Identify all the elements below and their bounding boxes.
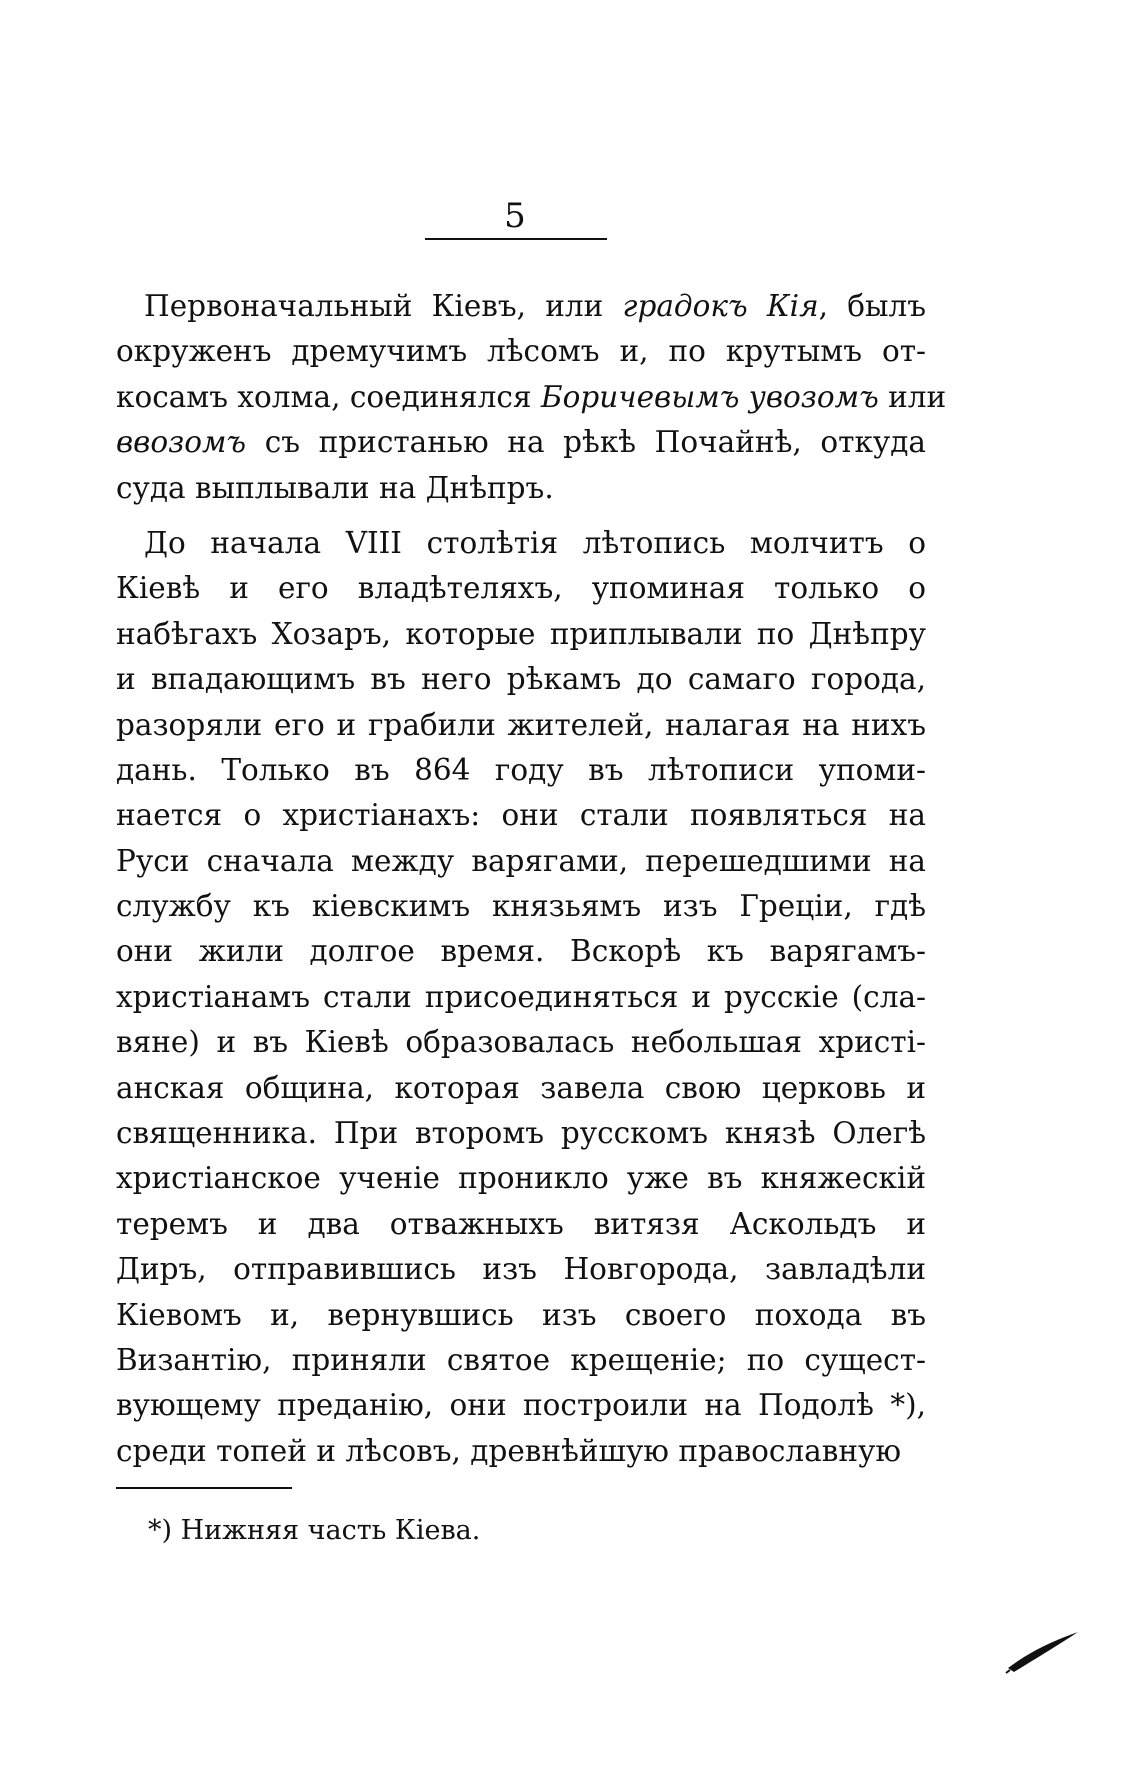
text-segment: окруженъ дремучимъ лѣсомъ и, по крутымъ от- — [116, 334, 926, 369]
text-segment: Кіевѣ и его владѣтеляхъ, упоминая только о — [116, 571, 926, 606]
text-segment: среди топей и лѣсовъ, древнѣйшую православную — [116, 1433, 902, 1468]
text-segment: Диръ, отправившись изъ Новгорода, завладѣли — [116, 1252, 926, 1287]
paragraph-gap — [116, 511, 926, 521]
text-line — [116, 884, 926, 929]
text-line — [116, 1202, 926, 1247]
text-line — [116, 1338, 926, 1383]
text-line — [116, 975, 926, 1020]
text-segment: разоряли его и грабили жителей, налагая на нихъ — [116, 707, 926, 742]
text-line — [116, 1020, 926, 1065]
text-line — [116, 657, 926, 702]
text-line — [116, 284, 926, 329]
text-segment: они жили долгое время. Вскорѣ къ варягамъ- — [116, 934, 926, 969]
text-segment: анская община, которая завела свою церковь и — [116, 1070, 926, 1105]
text-segment: теремъ и два отважныхъ витязя Аскольдъ и — [116, 1206, 926, 1241]
text-segment: До начала VIII столѣтія лѣтопись молчитъ о — [144, 525, 926, 560]
text-segment: христіанское ученіе проникло уже въ княжескій — [116, 1161, 926, 1196]
text-line — [116, 1156, 926, 1201]
text-segment: дань. Только въ 864 году въ лѣтописи упоми- — [116, 752, 926, 787]
footnote-rule — [116, 1487, 292, 1489]
text-line — [116, 703, 926, 748]
italic-phrase: ввозомъ — [116, 425, 247, 460]
text-segment: Первоначальный Кіевъ, или — [144, 289, 623, 323]
text-segment: вяне) и въ Кіевѣ образовалась небольшая христі- — [116, 1025, 926, 1060]
text-segment: священника. При второмъ русскомъ князѣ Олегѣ — [116, 1116, 926, 1151]
text-line — [116, 612, 926, 657]
text-segment: суда выплывали на Днѣпръ. — [116, 470, 554, 505]
text-line — [116, 1066, 926, 1111]
text-line — [116, 329, 926, 374]
page-number: 5 — [504, 196, 526, 236]
text-line — [116, 566, 926, 611]
text-line — [116, 929, 926, 974]
text-segment: и впадающимъ въ него рѣкамъ до самаго города, — [116, 662, 926, 697]
text-line — [116, 420, 926, 465]
text-line — [116, 1383, 926, 1428]
text-line — [116, 793, 926, 838]
page-number-rule — [425, 238, 607, 240]
text-segment: нается о христіанахъ: они стали появляться на — [116, 798, 926, 833]
ink-mark — [1004, 1626, 1084, 1676]
text-segment: Византію, приняли святое крещеніе; по сущест- — [116, 1342, 926, 1377]
text-line — [116, 1293, 926, 1338]
text-segment: съ пристанью на рѣкѣ Почайнѣ, откуда — [246, 425, 926, 460]
text-line — [116, 1247, 926, 1292]
text-segment: косамъ холма, соединялся — [116, 379, 541, 414]
text-line — [116, 839, 926, 884]
text-line — [116, 748, 926, 793]
text-line — [116, 521, 926, 566]
text-line — [116, 1429, 926, 1474]
text-line — [116, 1111, 926, 1156]
text-segment: христіанамъ стали присоединяться и русскіе (сла- — [116, 979, 926, 1014]
text-segment: Кіевомъ и, вернувшись изъ своего похода въ — [116, 1297, 926, 1332]
body-text — [116, 284, 947, 1474]
text-segment: вующему преданію, они построили на Подолѣ *), — [116, 1388, 926, 1423]
text-segment: Руси сначала между варягами, перешедшими на — [116, 843, 926, 878]
text-segment: или — [878, 379, 947, 414]
text-line — [116, 466, 926, 511]
footnote: *) Нижняя часть Кіева. — [148, 1515, 481, 1546]
italic-phrase: градокъ Кія — [622, 289, 819, 323]
text-line — [116, 375, 947, 420]
italic-phrase: Боричевымъ увозомъ — [540, 379, 879, 414]
text-segment: службу къ кіевскимъ князьямъ изъ Греціи, гдѣ — [116, 889, 926, 924]
text-segment: , былъ — [818, 289, 926, 323]
text-segment: набѣгахъ Хозаръ, которые приплывали по Днѣпру — [116, 616, 926, 651]
